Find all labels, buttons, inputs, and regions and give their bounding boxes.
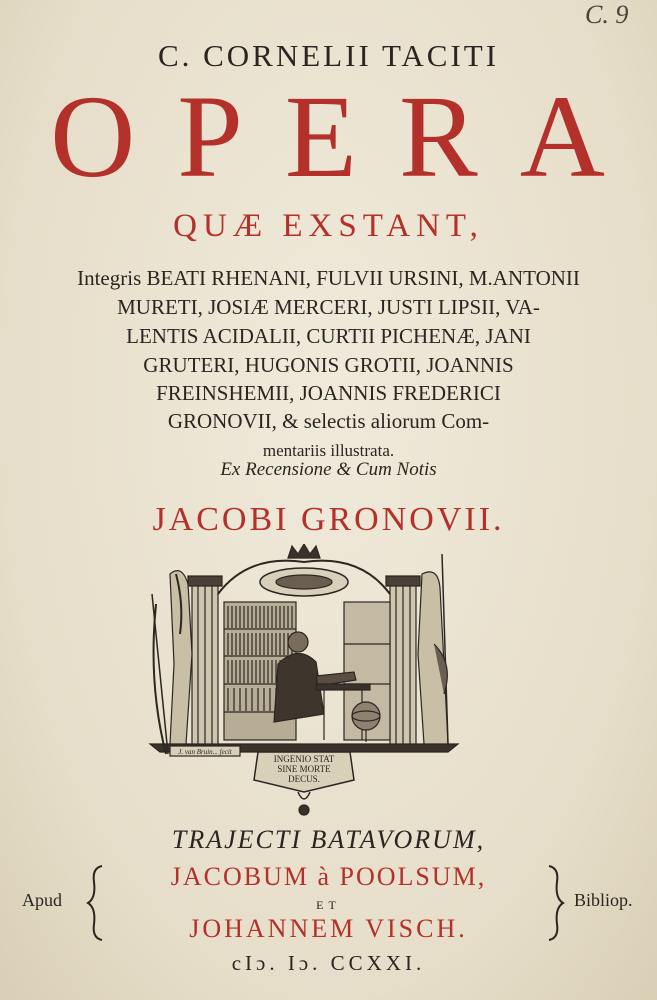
publisher-1: JACOBUM à POOLSUM,	[170, 862, 487, 891]
motto-line-2: SINE MORTE	[277, 764, 331, 774]
imprint-et: ET	[316, 898, 341, 912]
recension-line: Ex Recensione & Cum Notis	[220, 459, 437, 480]
subtitle-quae-exstant: QUÆ EXSTANT,	[173, 208, 484, 244]
publisher-2: JOHANNEM VISCH.	[189, 914, 468, 943]
engraver-signature: J. van Bruin... fecit	[178, 748, 232, 756]
imprint-city: TRAJECTI BATAVORUM,	[171, 825, 486, 854]
imprint-year: cIɔ. Iɔ. CCXXI.	[231, 951, 426, 975]
imprint-apud: Apud	[22, 890, 62, 910]
motto-line-1: INGENIO STAT	[273, 754, 335, 764]
contributors-line-5: FREINSHEMII, JOANNIS FREDERICI	[156, 381, 501, 405]
contributors-line-6: GRONOVII, & selectis aliorum Com-	[167, 409, 490, 433]
author-line: C. CORNELII TACITI	[157, 38, 500, 73]
corner-pencil-mark: C. 9	[585, 0, 629, 29]
contributors-line-4: GRUTERI, HUGONIS GROTII, JOANNIS	[143, 353, 514, 377]
contributors-line-3: LENTIS ACIDALII, CURTII PICHENÆ, JANI	[126, 324, 531, 348]
contributors-line-7: mentariis illustrata.	[262, 441, 395, 460]
contributors-line-1: Integris BEATI RHENANI, FULVII URSINI, M.ANTONII	[77, 266, 580, 290]
right-brace-icon	[545, 864, 567, 942]
contributors-line-2: MURETI, JOSIÆ MERCERI, JUSTI LIPSII, VA-	[117, 295, 540, 319]
motto-line-3: DECUS.	[288, 774, 320, 784]
engraved-vignette	[148, 544, 460, 819]
imprint-bibliop: Bibliop.	[574, 890, 633, 910]
editor-name: JACOBI GRONOVII.	[152, 501, 505, 538]
title-opera: OPERA	[50, 71, 647, 202]
